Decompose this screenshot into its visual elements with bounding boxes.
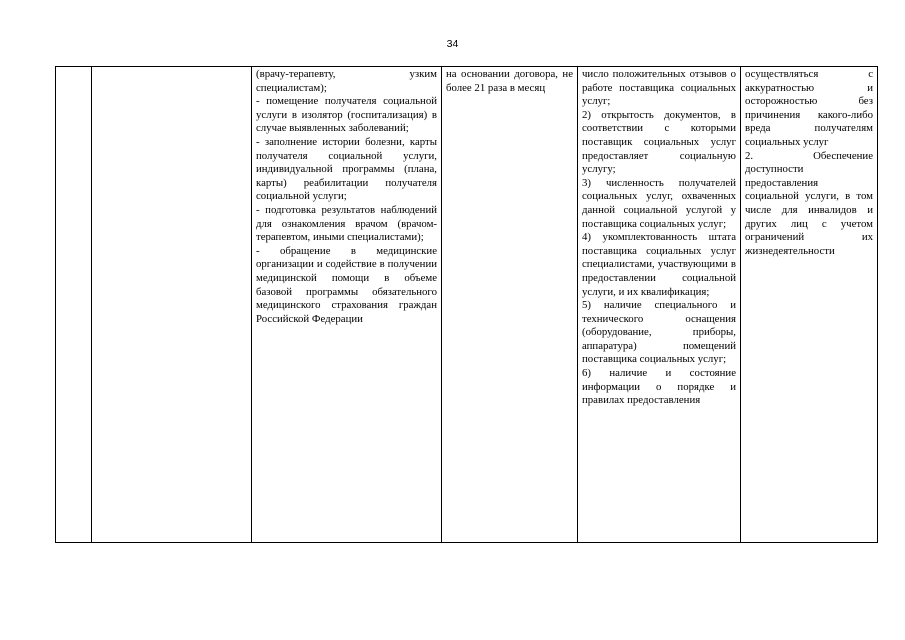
indicator-item: 2) открытость документов, в соответствии с которыми поставщик социальных услуг предоставляет социальную услугу; bbox=[582, 108, 736, 176]
cell-period bbox=[442, 67, 578, 543]
period-text: на основании договора, не более 21 раза в месяц bbox=[446, 68, 573, 94]
indicator-item: 5) наличие специального и технического оснащения (оборудование, приборы, аппаратура) помещений поставщика социальных услуг; bbox=[582, 299, 736, 366]
cell-conditions bbox=[252, 67, 442, 543]
terms-item: 2. Обеспечение доступности предоставления социальной услуги, в том числе для инвалидов и других лиц с учетом ограничений их жизнедеятельности bbox=[745, 149, 873, 257]
conditions-item: - заполнение истории болезни, карты получателя социальной услуги, индивидуальной программы (плана, карты) реабилитации получателя социальной услуги; bbox=[256, 135, 437, 203]
conditions-item: - подготовка результатов наблюдений для ознакомления врачом (врачом-терапевтом, иными специалистами); bbox=[256, 203, 437, 244]
table-row bbox=[56, 67, 878, 543]
conditions-item: - помещение получателя социальной услуги в изолятор (госпитализация) в случае выявленных заболеваний; bbox=[256, 95, 437, 135]
page-number: 34 bbox=[446, 38, 459, 50]
cell-indicators bbox=[578, 67, 741, 543]
terms-item: осуществляться с аккуратностью и осторожностью без причинения какого-либо вреда получателям социальных услуг bbox=[745, 68, 873, 148]
conditions-item: - обращение в медицинские организации и содействие в получении медицинской помощи в объеме базовой программы обязательного медицинского страхования граждан Российской Федерации bbox=[256, 244, 437, 325]
cell-number bbox=[56, 67, 92, 543]
indicator-item: 4) укомплектованность штата поставщика социальных услуг специалистами, участвующими в предоставлении социальной услуги, и их квалификация; bbox=[582, 231, 736, 298]
indicator-item: 3) численность получателей социальных услуг, охваченных данной социальной услугой у поставщика социальных услуг; bbox=[582, 176, 736, 230]
services-table bbox=[55, 66, 878, 543]
indicator-item: число положительных отзывов о работе поставщика социальных услуг; bbox=[582, 68, 736, 108]
cell-service-name bbox=[92, 67, 252, 543]
cell-terms bbox=[741, 67, 878, 543]
conditions-item: (врачу-терапевту, узким специалистам); bbox=[256, 68, 437, 94]
indicator-item: 6) наличие и состояние информации о порядке и правилах предоставления bbox=[582, 367, 736, 407]
